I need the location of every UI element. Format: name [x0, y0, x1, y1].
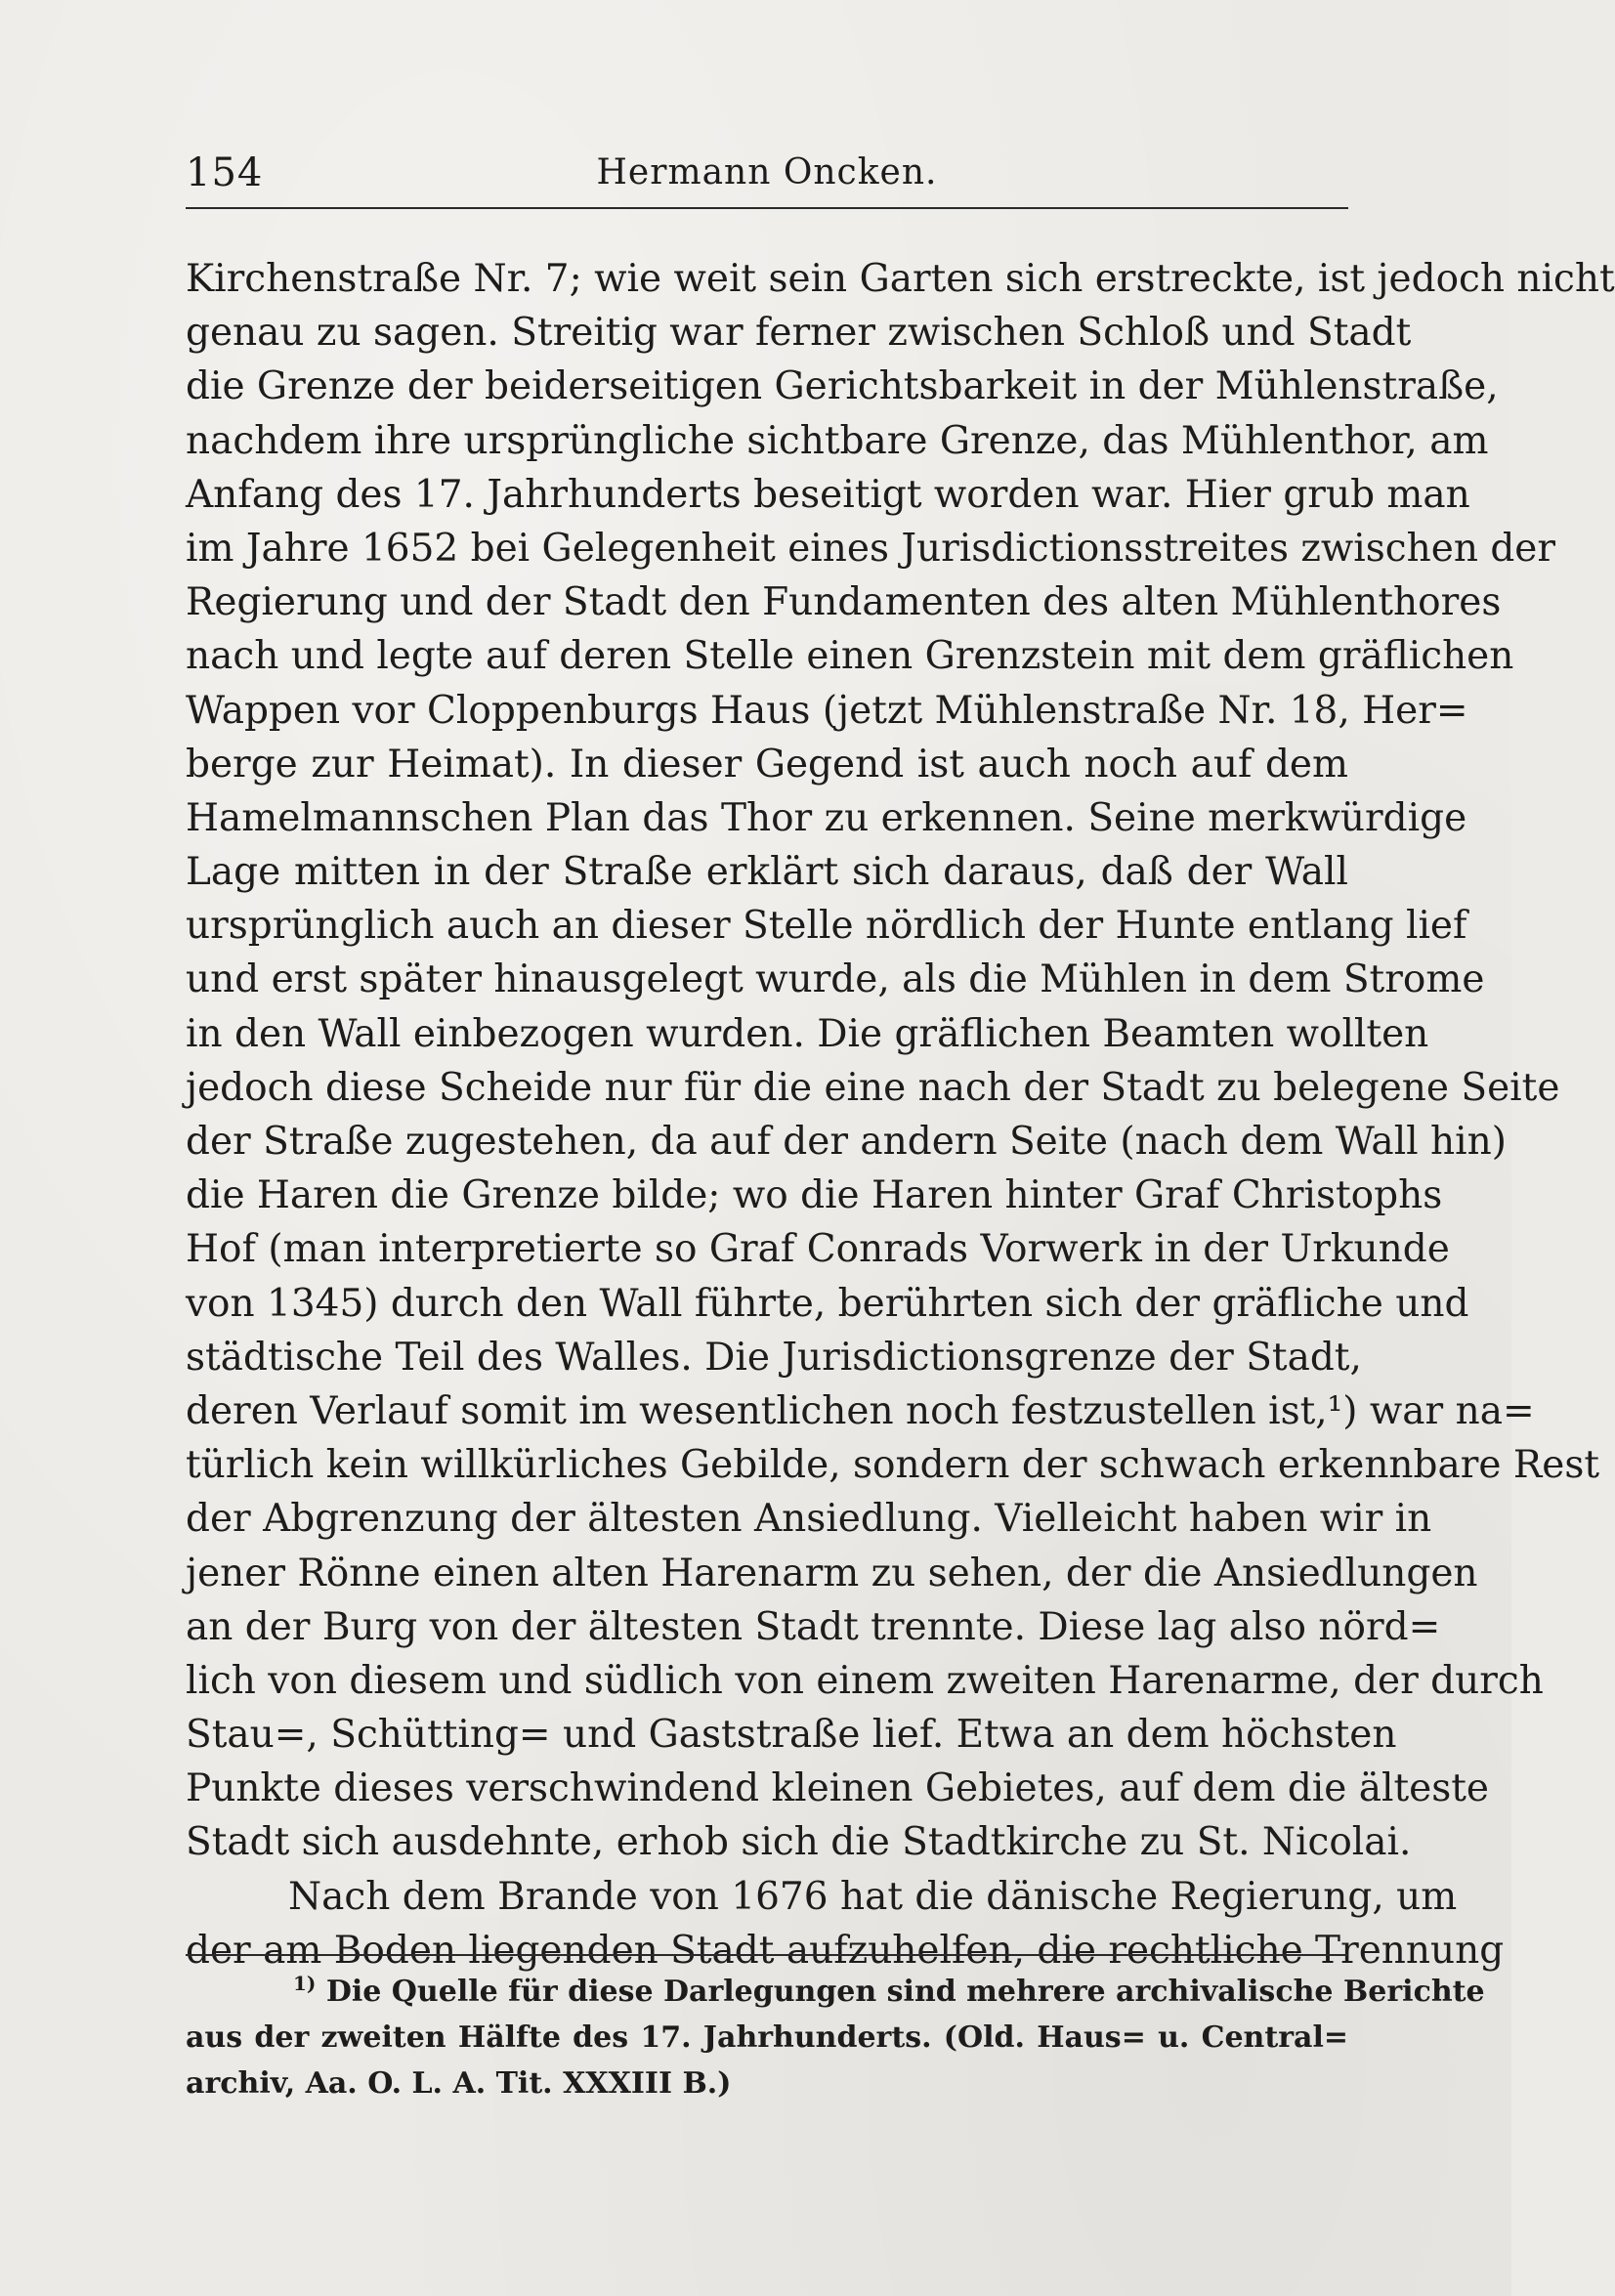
- body-line: deren Verlauf somit im wesentlichen noch festzustellen ist,¹) war na=: [186, 1388, 1535, 1433]
- running-title: Hermann Oncken.: [596, 152, 938, 192]
- body-line: jedoch diese Scheide nur für die eine nach der Stadt zu belegene Seite: [186, 1065, 1560, 1110]
- page-number: 154: [186, 150, 264, 195]
- body-line: lich von diesem und südlich von einem zweiten Harenarme, der durch: [186, 1658, 1544, 1703]
- body-line: türlich kein willkürliches Gebilde, sondern der schwach erkennbare Rest: [186, 1443, 1600, 1488]
- footnote-line: [186, 1969, 1485, 2015]
- body-line: nachdem ihre ursprüngliche sichtbare Grenze, das Mühlenthor, am: [186, 418, 1489, 463]
- footnote-marker: 1): [293, 1972, 317, 1995]
- body-line-paragraph-start: Nach dem Brande von 1676 hat die dänische Regierung, um: [288, 1874, 1458, 1919]
- body-line: berge zur Heimat). In dieser Gegend ist auch noch auf dem: [186, 742, 1348, 787]
- body-line: Anfang des 17. Jahrhunderts beseitigt worden war. Hier grub man: [186, 472, 1470, 517]
- body-line: Stadt sich ausdehnte, erhob sich die Stadtkirche zu St. Nicolai.: [186, 1820, 1412, 1865]
- body-line: der am Boden liegenden Stadt aufzuhelfen, die rechtliche Trennung: [186, 1928, 1505, 1973]
- footnote-line: aus der zweiten Hälfte des 17. Jahrhunderts. (Old. Haus= u. Central=: [186, 2020, 1348, 2055]
- body-line: der Straße zugestehen, da auf der andern Seite (nach dem Wall hin): [186, 1120, 1507, 1164]
- body-line: in den Wall einbezogen wurden. Die gräflichen Beamten wollten: [186, 1011, 1429, 1056]
- body-line: an der Burg von der ältesten Stadt trennte. Diese lag also nörd=: [186, 1604, 1441, 1649]
- body-line: und erst später hinausgelegt wurde, als die Mühlen in dem Strome: [186, 957, 1485, 1002]
- body-line: der Abgrenzung der ältesten Ansiedlung. Vielleicht haben wir in: [186, 1497, 1432, 1542]
- body-line: ursprünglich auch an dieser Stelle nördlich der Hunte entlang lief: [186, 904, 1467, 949]
- footnote-rule: [186, 1954, 1348, 1956]
- body-line: Regierung und der Stadt den Fundamenten des alten Mühlenthores: [186, 580, 1502, 625]
- body-line: Punkte dieses verschwindend kleinen Gebietes, auf dem die älteste: [186, 1766, 1489, 1811]
- running-head: [186, 145, 1348, 203]
- body-line: Wappen vor Cloppenburgs Haus (jetzt Mühlenstraße Nr. 18, Her=: [186, 688, 1468, 733]
- footnote-line: archiv, Aa. O. L. A. Tit. XXXIII B.): [186, 2066, 732, 2101]
- body-line: städtische Teil des Walles. Die Jurisdictionsgrenze der Stadt,: [186, 1335, 1362, 1380]
- body-line: die Grenze der beiderseitigen Gerichtsbarkeit in der Mühlenstraße,: [186, 364, 1499, 409]
- body-line: im Jahre 1652 bei Gelegenheit eines Jurisdictionsstreites zwischen der: [186, 526, 1556, 571]
- body-line: die Haren die Grenze bilde; wo die Haren hinter Graf Christophs: [186, 1173, 1443, 1218]
- header-rule: [186, 207, 1348, 209]
- body-line: Hof (man interpretierte so Graf Conrads Vorwerk in der Urkunde: [186, 1227, 1450, 1272]
- body-line: Lage mitten in der Straße erklärt sich daraus, daß der Wall: [186, 850, 1348, 895]
- body-line: Hamelmannschen Plan das Thor zu erkennen. Seine merkwürdige: [186, 795, 1467, 840]
- body-line: von 1345) durch den Wall führte, berührten sich der gräfliche und: [186, 1281, 1469, 1326]
- body-line: Kirchenstraße Nr. 7; wie weit sein Garten sich erstreckte, ist jedoch nicht: [186, 257, 1615, 301]
- body-line: genau zu sagen. Streitig war ferner zwischen Schloß und Stadt: [186, 311, 1412, 356]
- footnote-line-text: Die Quelle für diese Darlegungen sind mehrere archivalische Berichte: [325, 1975, 1485, 2009]
- footnote: [186, 1969, 1485, 2106]
- body-text: [186, 252, 1615, 1977]
- body-line: Stau=, Schütting= und Gaststraße lief. Etwa an dem höchsten: [186, 1713, 1397, 1758]
- body-line: nach und legte auf deren Stelle einen Grenzstein mit dem gräflichen: [186, 634, 1514, 679]
- body-line: jener Rönne einen alten Harenarm zu sehen, der die Ansiedlungen: [186, 1551, 1478, 1595]
